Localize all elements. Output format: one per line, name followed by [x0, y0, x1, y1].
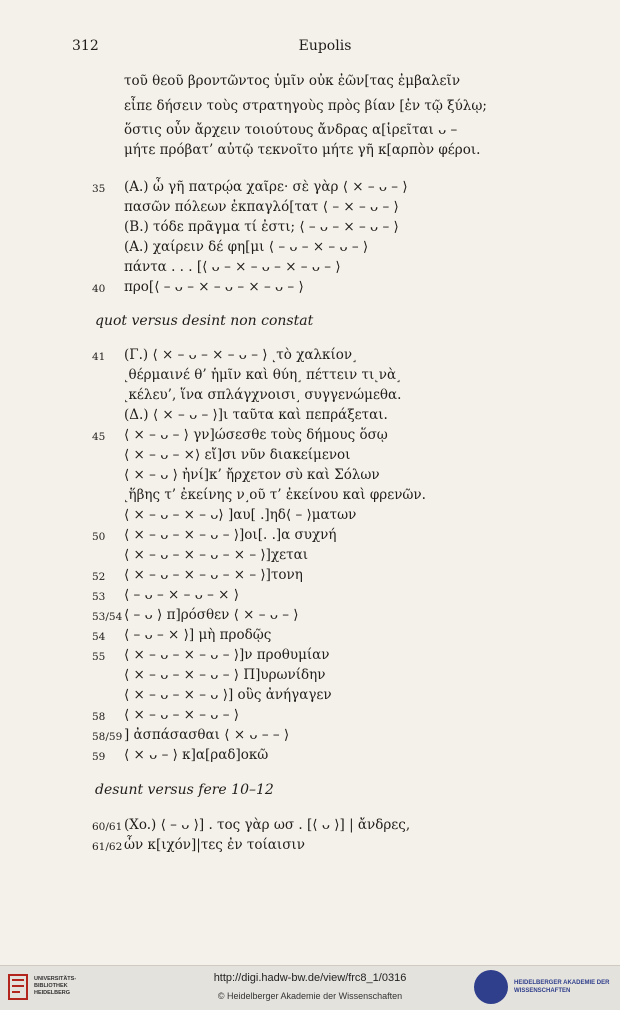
text-line: μήτε πρόβατ’ αὐτῷ τεκνοῖτο μήτε γῆ κ[αρπὸν φέροι.	[124, 142, 481, 158]
text-line: ⟨ – ᴗ ⟩ π]ρόσθεν ⟨ × – ᴗ – ⟩	[124, 607, 299, 623]
line-number: 40	[92, 283, 106, 295]
text-line: (A.) ὦ γῆ πατρῴα χαῖρε· σὲ γὰρ ⟨ × – ᴗ – ⟩	[124, 179, 408, 195]
text-line: ⟨ × – ᴗ – × – ᴗ – ⟩]οι[. .]α συχνή	[124, 527, 337, 543]
text-line: (Γ.) ⟨ × – ᴗ – × – ᴗ – ⟩ ˻τὸ χαλκίον˼	[124, 347, 357, 363]
text-line: ⟨ × – ᴗ – × – ᴗ – × – ⟩]χεται	[124, 547, 308, 563]
academy-logo[interactable]	[474, 970, 612, 1006]
text-line: προ[⟨ – ᴗ – × – ᴗ – × – ᴗ – ⟩	[124, 279, 304, 295]
page-header	[72, 38, 578, 58]
text-line: ⟨ × – ᴗ ⟩ ἠνί]κ’ ἤρχετον σὺ καὶ Σόλων	[124, 467, 380, 483]
text-line: ⟨ × – ᴗ – × – ᴗ ⟩] οὓς ἀνήγαγεν	[124, 687, 332, 703]
text-line: ⟨ – ᴗ – × ⟩] μὴ προδῷς	[124, 627, 272, 643]
academy-logo-text: HEIDELBERGER AKADEMIE DER WISSENSCHAFTEN	[514, 980, 610, 994]
text-line: ὅστις οὖν ἄρχειν τοιούτους ἄνδρας α[ἱρεῖται ᴗ –	[124, 122, 458, 138]
line-number: 35	[92, 183, 106, 195]
line-number: 53/54	[92, 611, 123, 623]
text-line: (A.) χαίρειν δέ φη[μι ⟨ – ᴗ – × – ᴗ – ⟩	[124, 239, 369, 255]
text-line: πάντα . . . [⟨ ᴗ – × – ᴗ – × – ᴗ – ⟩	[124, 259, 341, 275]
copyright-notice: © Heidelberger Akademie der Wissenschaften	[217, 991, 403, 1001]
text-line: ˻κέλευ’, ἵνα σπλάγχνοισι˼ συγγενώμεθα.	[124, 387, 402, 403]
line-number: 41	[92, 351, 106, 363]
library-logo-text: UNIVERSITÄTS- BIBLIOTHEK HEIDELBERG	[34, 976, 77, 996]
text-line: ˻ἥβης τ’ ἐκείνης ν˼οῦ τ’ ἐκείνου καὶ φρενῶν.	[124, 487, 426, 503]
line-number: 50	[92, 531, 106, 543]
editorial-note: desunt versus fere 10–12	[95, 782, 274, 798]
line-number: 52	[92, 571, 106, 583]
text-line: ] ἀσπάσασθαι ⟨ × ᴗ – – ⟩	[124, 727, 290, 743]
line-number: 55	[92, 651, 106, 663]
text-line: πασῶν πόλεων ἐκπαγλό[τατ ⟨ – × – ᴗ – ⟩	[124, 199, 399, 215]
line-number: 59	[92, 751, 106, 763]
page-number: 312	[72, 38, 99, 54]
text-line: ⟨ – ᴗ – × – ᴗ – × ⟩	[124, 587, 240, 603]
permalink-url[interactable]: http://digi.hadw-bw.de/view/frc8_1/0316	[213, 972, 407, 984]
text-line: εἶπε δήσειν τοὺς στρατηγοὺς πρὸς βίαν [ἐν τῷ ξύλῳ;	[124, 98, 487, 114]
editorial-note: quot versus desint non constat	[95, 313, 314, 329]
running-title: Eupolis	[298, 38, 352, 54]
text-line: ⟨ × – ᴗ – × – ᴗ – × – ⟩]τονη	[124, 567, 303, 583]
text-line: ⟨ × – ᴗ – × – ᴗ – ⟩]ν προθυμίαν	[124, 647, 330, 663]
line-number: 58	[92, 711, 106, 723]
line-number: 58/59	[92, 731, 123, 743]
academy-seal-icon	[474, 970, 508, 1004]
line-number: 61/62	[92, 841, 123, 853]
text-line: ˻θέρμαινέ θ’ ἡμῖν καὶ θύη˼ πέττειν τι˻νὰ˼	[124, 367, 401, 383]
line-number: 54	[92, 631, 106, 643]
line-number: 60/61	[92, 821, 123, 833]
text-line: ⟨ × – ᴗ – × – ᴗ – ⟩ Π]υρωνίδην	[124, 667, 326, 683]
text-line: ⟨ × – ᴗ – ⟩ γν]ώσεσθε τοὺς δήμους ὅσῳ	[124, 427, 388, 443]
text-line: τοῦ θεοῦ βροντῶντος ὑμῖν οὐκ ἐῶν[τας ἐμβαλεῖν	[124, 73, 461, 89]
line-number: 53	[92, 591, 106, 603]
text-line: (Δ.) ⟨ × – ᴗ – ⟩]ι ταῦτα καὶ πεπράξεται.	[124, 407, 388, 423]
line-number: 45	[92, 431, 106, 443]
text-line: ⟨ × – ᴗ – × – ᴗ – ⟩	[124, 707, 240, 723]
text-line: (B.) τόδε πρᾶγμα τί ἐστι; ⟨ – ᴗ – × – ᴗ – ⟩	[124, 219, 399, 235]
viewer-footer	[0, 965, 620, 1010]
text-line: ⟨ × ᴗ – ⟩ κ]α[ραδ]οκῶ	[124, 747, 269, 763]
text-line: (Xo.) ⟨ – ᴗ ⟩] . τος γὰρ ωσ . [⟨ ᴗ ⟩] | ἄνδρες,	[124, 817, 411, 833]
text-line: ⟨ × – ᴗ – × – ᴗ⟩ ]αυ[ .]ηδ⟨ – ⟩ματων	[124, 507, 357, 523]
text-line: ⟨ × – ᴗ – ×⟩ εἴ]σι νῦν διακείμενοι	[124, 447, 351, 463]
text-line: ὧν κ[ιχόν]|τες ἐν τοίαισιν	[124, 837, 305, 853]
